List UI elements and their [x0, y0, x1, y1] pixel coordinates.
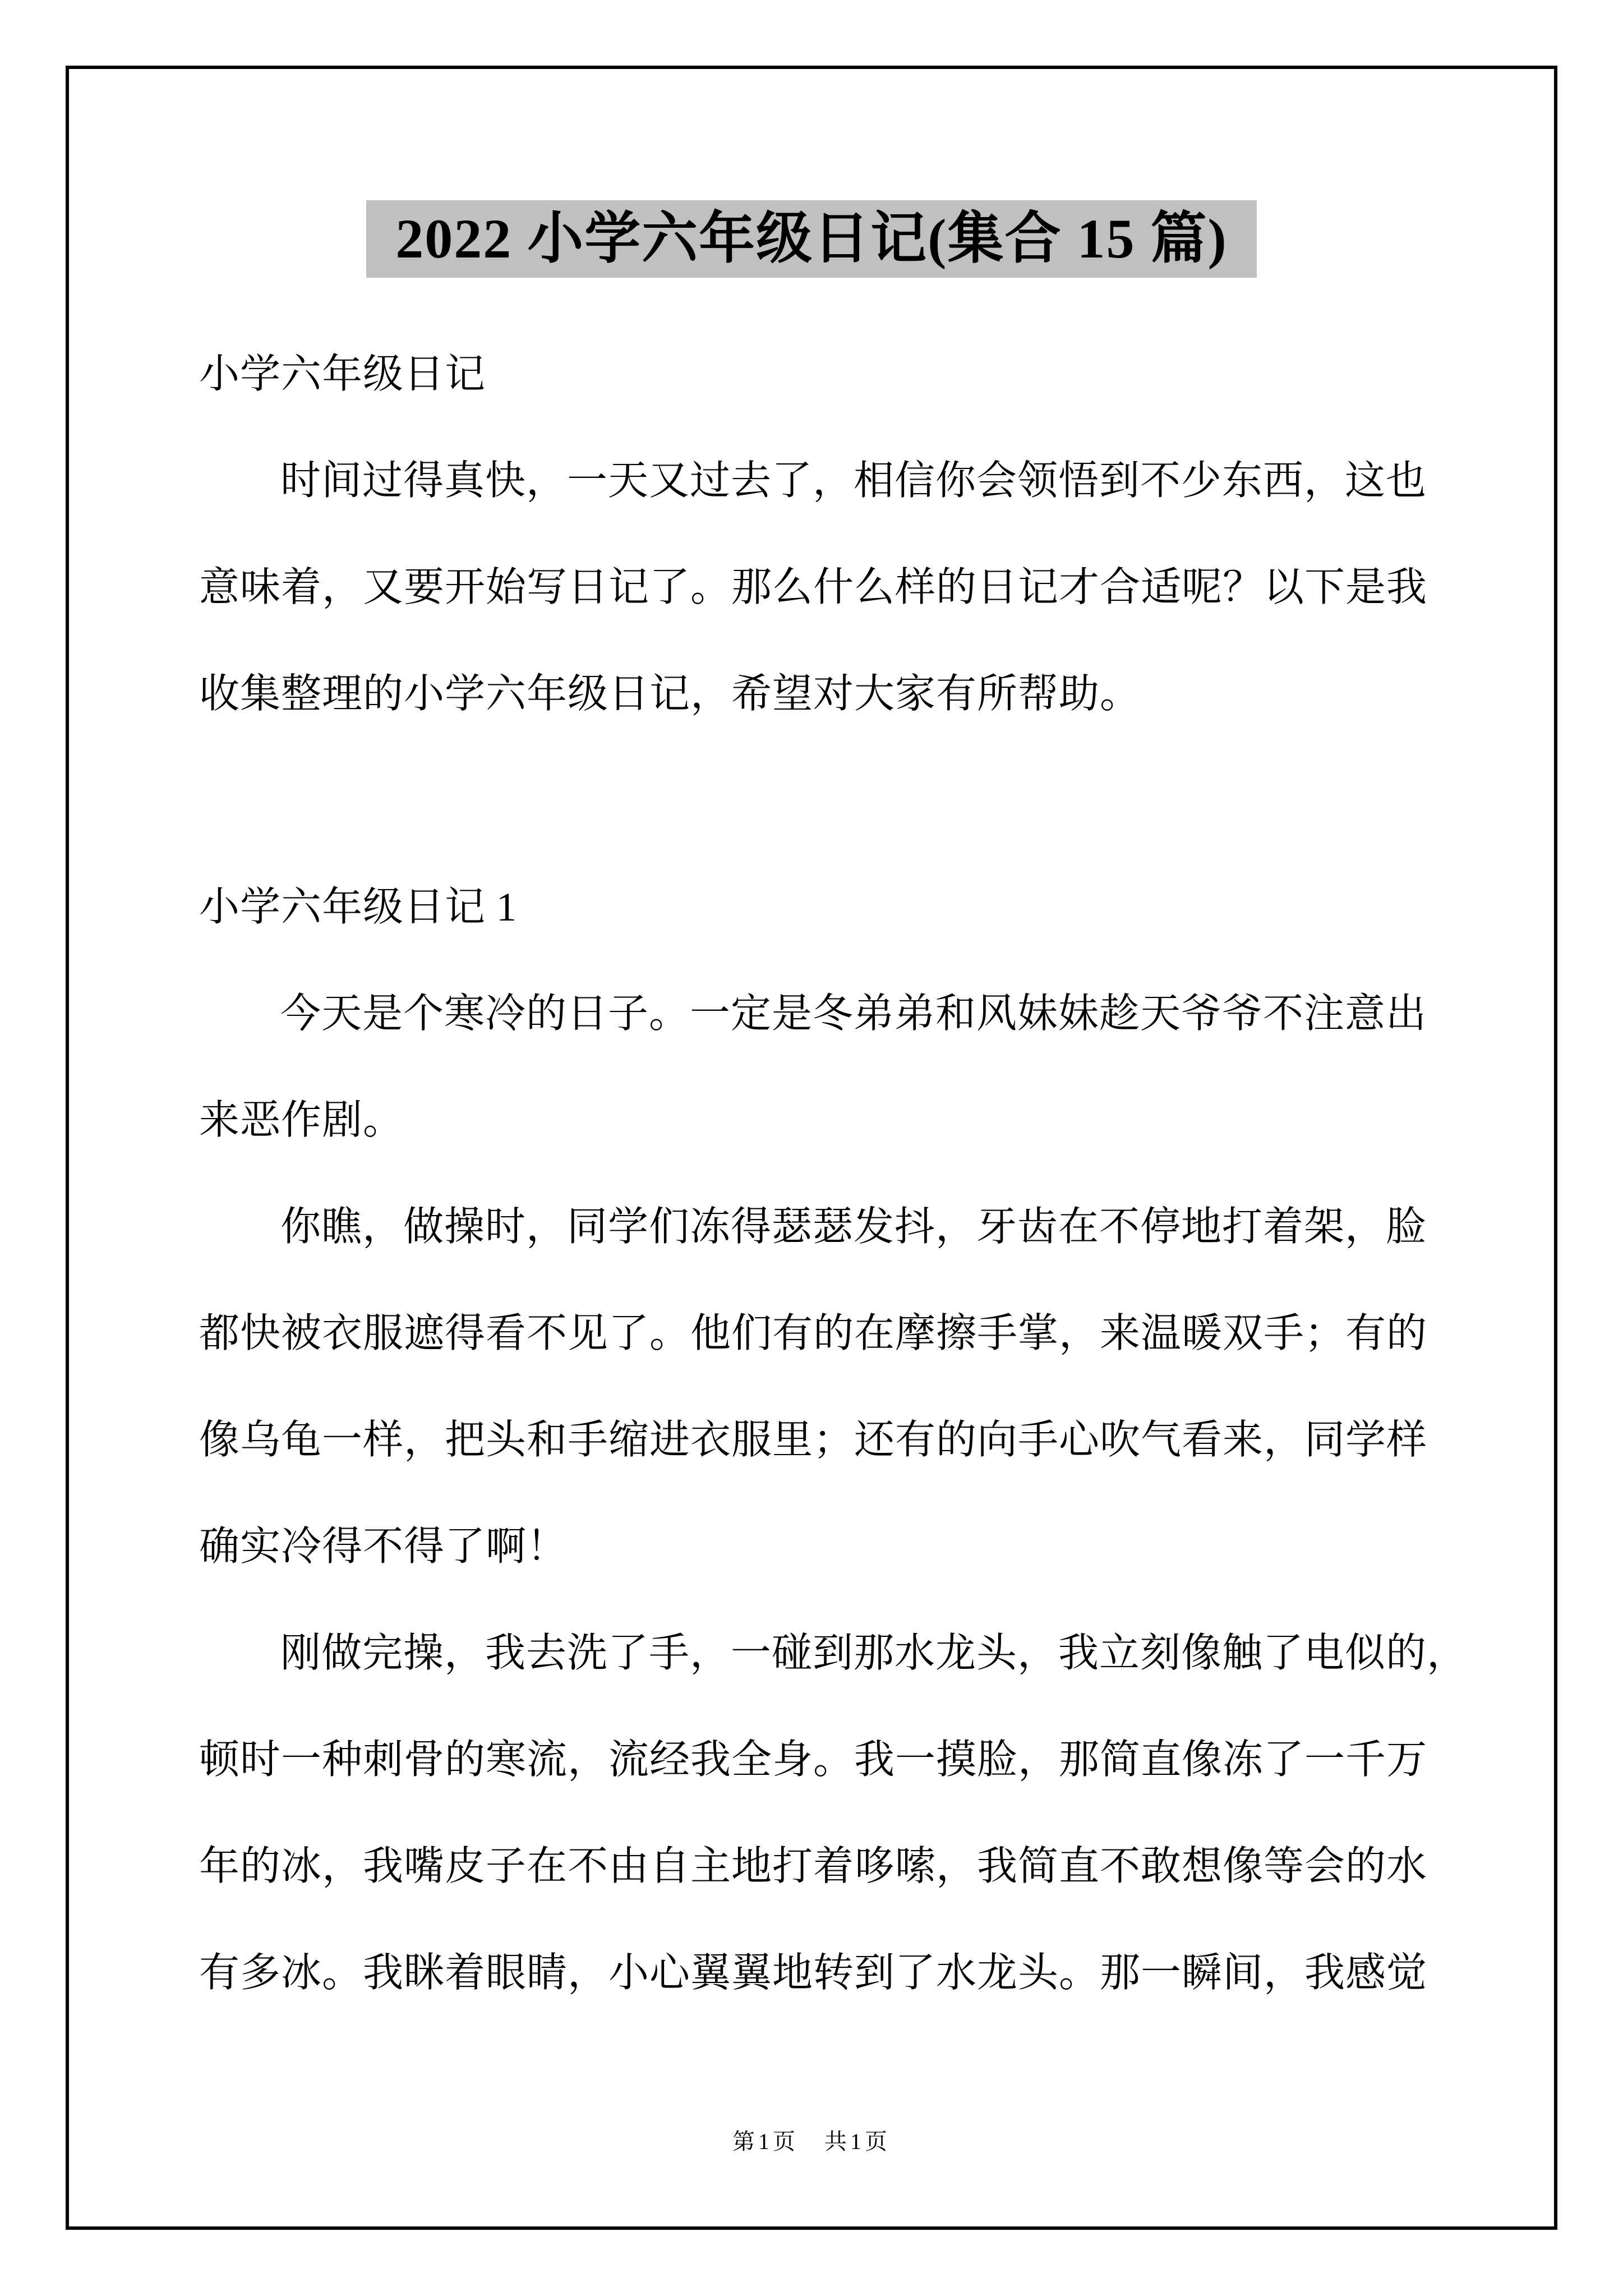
body-line: 像乌龟一样，把头和手缩进衣服里；还有的向手心吹气看来，同学样	[199, 1418, 1428, 1462]
body-line: 收集整理的小学六年级日记，希望对大家有所帮助。	[199, 671, 1141, 716]
body-line: 确实冷得不得了啊！	[199, 1524, 568, 1569]
page-number-label: 第1页 共1页	[732, 2129, 891, 2154]
body-line: 有多冰。我眯着眼睛，小心翼翼地转到了水龙头。那一瞬间，我感觉	[199, 1950, 1428, 1995]
title-row	[0, 200, 1623, 278]
body-line: 年的冰，我嘴皮子在不由自主地打着哆嗦，我简直不敢想像等会的水	[199, 1844, 1428, 1889]
body-line: 来恶作剧。	[199, 1098, 404, 1143]
body-line: 时间过得真快，一天又过去了，相信你会领悟到不少东西，这也	[280, 458, 1427, 503]
section-heading: 小学六年级日记	[199, 352, 486, 397]
page-footer	[0, 2129, 1623, 2154]
body-line: 都快被衣服遮得看不见了。他们有的在摩擦手掌，来温暖双手；有的	[199, 1311, 1428, 1356]
section-heading: 小学六年级日记 1	[199, 885, 518, 930]
document-title: 2022 小学六年级日记(集合 15 篇)	[366, 200, 1257, 278]
body-line: 你瞧，做操时，同学们冻得瑟瑟发抖，牙齿在不停地打着架，脸	[280, 1204, 1427, 1249]
body-line: 刚做完操，我去洗了手，一碰到那水龙头，我立刻像触了电似的，	[280, 1631, 1468, 1676]
body-line: 今天是个寒冷的日子。一定是冬弟弟和风妹妹趁天爷爷不注意出	[280, 991, 1427, 1036]
body-line: 顿时一种刺骨的寒流，流经我全身。我一摸脸，那简直像冻了一千万	[199, 1737, 1428, 1782]
body-line: 意味着，又要开始写日记了。那么什么样的日记才合适呢？以下是我	[199, 565, 1428, 610]
